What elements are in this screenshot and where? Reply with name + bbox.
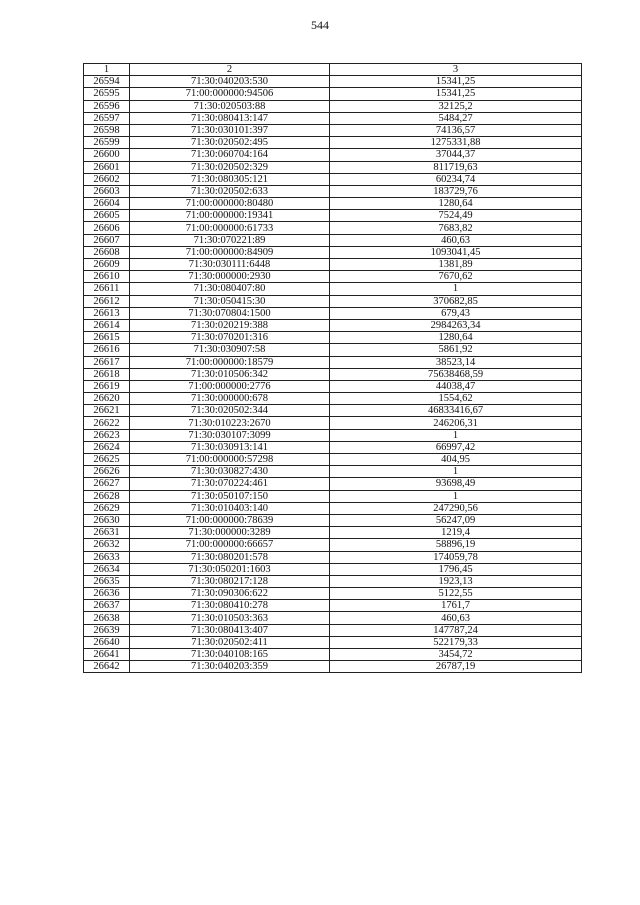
cadastral-number-cell: 71:30:080407:80 [130, 283, 330, 295]
row-number-cell: 26611 [84, 283, 130, 295]
cadastral-number-cell: 71:30:050415:30 [130, 295, 330, 307]
row-number-cell: 26608 [84, 246, 130, 258]
table-row [84, 636, 582, 648]
data-table [83, 63, 582, 673]
cadastral-number-cell: 71:30:010503:363 [130, 612, 330, 624]
value-cell: 46833416,67 [330, 405, 582, 417]
cadastral-number-cell: 71:00:000000:94506 [130, 88, 330, 100]
cadastral-number-cell: 71:00:000000:66657 [130, 539, 330, 551]
table-row [84, 198, 582, 210]
table-row [84, 124, 582, 136]
cadastral-number-cell: 71:30:030913:141 [130, 441, 330, 453]
cadastral-number-cell: 71:00:000000:19341 [130, 210, 330, 222]
row-number-cell: 26623 [84, 429, 130, 441]
cadastral-number-cell: 71:00:000000:57298 [130, 454, 330, 466]
row-number-cell: 26596 [84, 100, 130, 112]
table-row [84, 76, 582, 88]
table-row [84, 234, 582, 246]
value-cell: 74136,57 [330, 124, 582, 136]
cadastral-number-cell: 71:30:070221:89 [130, 234, 330, 246]
value-cell: 75638468,59 [330, 368, 582, 380]
row-number-cell: 26635 [84, 575, 130, 587]
value-cell: 1 [330, 429, 582, 441]
value-cell: 1093041,45 [330, 246, 582, 258]
row-number-cell: 26616 [84, 344, 130, 356]
cadastral-number-cell: 71:30:020502:411 [130, 636, 330, 648]
table-row [84, 393, 582, 405]
value-cell: 460,63 [330, 612, 582, 624]
row-number-cell: 26610 [84, 271, 130, 283]
table-row [84, 612, 582, 624]
row-number-cell: 26619 [84, 380, 130, 392]
table-row [84, 185, 582, 197]
table-row [84, 137, 582, 149]
page-number: 544 [311, 18, 329, 32]
table-row [84, 356, 582, 368]
row-number-cell: 26615 [84, 332, 130, 344]
value-cell: 2984263,34 [330, 319, 582, 331]
value-cell: 247290,56 [330, 502, 582, 514]
table-row [84, 539, 582, 551]
row-number-cell: 26595 [84, 88, 130, 100]
row-number-cell: 26630 [84, 514, 130, 526]
table-row [84, 624, 582, 636]
value-cell: 7524,49 [330, 210, 582, 222]
row-number-cell: 26624 [84, 441, 130, 453]
value-cell: 147787,24 [330, 624, 582, 636]
value-cell: 460,63 [330, 234, 582, 246]
row-number-cell: 26618 [84, 368, 130, 380]
value-cell: 1 [330, 283, 582, 295]
row-number-cell: 26607 [84, 234, 130, 246]
value-cell: 1381,89 [330, 259, 582, 271]
table-row [84, 417, 582, 429]
table-row [84, 100, 582, 112]
row-number-cell: 26636 [84, 588, 130, 600]
row-number-cell: 26598 [84, 124, 130, 136]
table-row [84, 222, 582, 234]
cadastral-number-cell: 71:30:000000:3289 [130, 527, 330, 539]
row-number-cell: 26633 [84, 551, 130, 563]
table-row [84, 161, 582, 173]
cadastral-number-cell: 71:00:000000:61733 [130, 222, 330, 234]
row-number-cell: 26605 [84, 210, 130, 222]
table-row [84, 588, 582, 600]
table-row [84, 478, 582, 490]
table-row [84, 575, 582, 587]
table-row [84, 490, 582, 502]
value-cell: 679,43 [330, 307, 582, 319]
table-row [84, 563, 582, 575]
cadastral-number-cell: 71:30:030827:430 [130, 466, 330, 478]
cadastral-number-cell: 71:30:010403:140 [130, 502, 330, 514]
row-number-cell: 26622 [84, 417, 130, 429]
table-row [84, 295, 582, 307]
row-number-cell: 26602 [84, 173, 130, 185]
row-number-cell: 26597 [84, 112, 130, 124]
value-cell: 1280,64 [330, 332, 582, 344]
cadastral-number-cell: 71:30:050107:150 [130, 490, 330, 502]
column-header-2: 2 [130, 64, 330, 76]
table-row [84, 319, 582, 331]
table-row [84, 380, 582, 392]
value-cell: 38523,14 [330, 356, 582, 368]
table-row [84, 454, 582, 466]
table-header-row [84, 64, 582, 76]
row-number-cell: 26621 [84, 405, 130, 417]
cadastral-number-cell: 71:30:070201:316 [130, 332, 330, 344]
row-number-cell: 26626 [84, 466, 130, 478]
cadastral-number-cell: 71:30:030107:3099 [130, 429, 330, 441]
table-row [84, 259, 582, 271]
row-number-cell: 26599 [84, 137, 130, 149]
cadastral-number-cell: 71:30:080413:147 [130, 112, 330, 124]
table-row [84, 246, 582, 258]
cadastral-number-cell: 71:30:010506:342 [130, 368, 330, 380]
row-number-cell: 26634 [84, 563, 130, 575]
value-cell: 1796,45 [330, 563, 582, 575]
value-cell: 26787,19 [330, 661, 582, 673]
table-row [84, 271, 582, 283]
cadastral-number-cell: 71:30:020502:495 [130, 137, 330, 149]
table-row [84, 173, 582, 185]
table-row [84, 441, 582, 453]
cadastral-number-cell: 71:30:040203:359 [130, 661, 330, 673]
row-number-cell: 26641 [84, 649, 130, 661]
table-row [84, 283, 582, 295]
table-row [84, 502, 582, 514]
value-cell: 7670,62 [330, 271, 582, 283]
cadastral-number-cell: 71:00:000000:84909 [130, 246, 330, 258]
value-cell: 7683,82 [330, 222, 582, 234]
row-number-cell: 26612 [84, 295, 130, 307]
value-cell: 15341,25 [330, 88, 582, 100]
table-row [84, 149, 582, 161]
cadastral-number-cell: 71:30:020219:388 [130, 319, 330, 331]
table-row [84, 429, 582, 441]
cadastral-number-cell: 71:30:000000:2930 [130, 271, 330, 283]
value-cell: 1761,7 [330, 600, 582, 612]
table-row [84, 600, 582, 612]
cadastral-number-cell: 71:30:080201:578 [130, 551, 330, 563]
cadastral-number-cell: 71:30:020503:88 [130, 100, 330, 112]
value-cell: 66997,42 [330, 441, 582, 453]
table-row [84, 112, 582, 124]
cadastral-number-cell: 71:30:030111:6448 [130, 259, 330, 271]
row-number-cell: 26606 [84, 222, 130, 234]
table-row [84, 466, 582, 478]
row-number-cell: 26627 [84, 478, 130, 490]
cadastral-number-cell: 71:30:030101:397 [130, 124, 330, 136]
value-cell: 5861,92 [330, 344, 582, 356]
column-header-1: 1 [84, 64, 130, 76]
row-number-cell: 26642 [84, 661, 130, 673]
cadastral-number-cell: 71:30:010223:2670 [130, 417, 330, 429]
table-row [84, 527, 582, 539]
cadastral-number-cell: 71:30:060704:164 [130, 149, 330, 161]
cadastral-number-cell: 71:30:020502:329 [130, 161, 330, 173]
table-row [84, 661, 582, 673]
value-cell: 183729,76 [330, 185, 582, 197]
row-number-cell: 26604 [84, 198, 130, 210]
table-row [84, 405, 582, 417]
cadastral-number-cell: 71:30:050201:1603 [130, 563, 330, 575]
value-cell: 1923,13 [330, 575, 582, 587]
row-number-cell: 26594 [84, 76, 130, 88]
value-cell: 1275331,88 [330, 137, 582, 149]
row-number-cell: 26617 [84, 356, 130, 368]
value-cell: 58896,19 [330, 539, 582, 551]
value-cell: 56247,09 [330, 514, 582, 526]
table-row [84, 88, 582, 100]
row-number-cell: 26601 [84, 161, 130, 173]
table-body [84, 76, 582, 673]
value-cell: 15341,25 [330, 76, 582, 88]
row-number-cell: 26620 [84, 393, 130, 405]
cadastral-number-cell: 71:30:040108:165 [130, 649, 330, 661]
row-number-cell: 26613 [84, 307, 130, 319]
value-cell: 246206,31 [330, 417, 582, 429]
value-cell: 5484,27 [330, 112, 582, 124]
cadastral-number-cell: 71:30:080413:407 [130, 624, 330, 636]
cadastral-number-cell: 71:30:080217:128 [130, 575, 330, 587]
row-number-cell: 26614 [84, 319, 130, 331]
row-number-cell: 26632 [84, 539, 130, 551]
row-number-cell: 26628 [84, 490, 130, 502]
table-row [84, 307, 582, 319]
value-cell: 37044,37 [330, 149, 582, 161]
value-cell: 522179,33 [330, 636, 582, 648]
value-cell: 174059,78 [330, 551, 582, 563]
row-number-cell: 26639 [84, 624, 130, 636]
value-cell: 44038,47 [330, 380, 582, 392]
value-cell: 93698,49 [330, 478, 582, 490]
cadastral-number-cell: 71:30:020502:633 [130, 185, 330, 197]
cadastral-number-cell: 71:30:070224:461 [130, 478, 330, 490]
cadastral-number-cell: 71:30:040203:530 [130, 76, 330, 88]
cadastral-number-cell: 71:00:000000:18579 [130, 356, 330, 368]
cadastral-number-cell: 71:30:030907:58 [130, 344, 330, 356]
value-cell: 1 [330, 490, 582, 502]
row-number-cell: 26637 [84, 600, 130, 612]
table-row [84, 368, 582, 380]
cadastral-number-cell: 71:30:080305:121 [130, 173, 330, 185]
cadastral-number-cell: 71:30:020502:344 [130, 405, 330, 417]
row-number-cell: 26638 [84, 612, 130, 624]
value-cell: 60234,74 [330, 173, 582, 185]
value-cell: 404,95 [330, 454, 582, 466]
table-row [84, 344, 582, 356]
value-cell: 811719,63 [330, 161, 582, 173]
value-cell: 1 [330, 466, 582, 478]
cadastral-number-cell: 71:30:080410:278 [130, 600, 330, 612]
cadastral-number-cell: 71:00:000000:78639 [130, 514, 330, 526]
row-number-cell: 26609 [84, 259, 130, 271]
value-cell: 1280,64 [330, 198, 582, 210]
value-cell: 1219,4 [330, 527, 582, 539]
cadastral-number-cell: 71:30:070804:1500 [130, 307, 330, 319]
value-cell: 5122,55 [330, 588, 582, 600]
value-cell: 1554,62 [330, 393, 582, 405]
cadastral-number-cell: 71:30:000000:678 [130, 393, 330, 405]
row-number-cell: 26629 [84, 502, 130, 514]
row-number-cell: 26600 [84, 149, 130, 161]
row-number-cell: 26625 [84, 454, 130, 466]
table-row [84, 649, 582, 661]
value-cell: 370682,85 [330, 295, 582, 307]
cadastral-number-cell: 71:30:090306:622 [130, 588, 330, 600]
value-cell: 3454,72 [330, 649, 582, 661]
table-row [84, 332, 582, 344]
cadastral-number-cell: 71:00:000000:80480 [130, 198, 330, 210]
table-row [84, 551, 582, 563]
row-number-cell: 26603 [84, 185, 130, 197]
cadastral-number-cell: 71:00:000000:2776 [130, 380, 330, 392]
column-header-3: 3 [330, 64, 582, 76]
table-row [84, 514, 582, 526]
row-number-cell: 26640 [84, 636, 130, 648]
value-cell: 32125,2 [330, 100, 582, 112]
row-number-cell: 26631 [84, 527, 130, 539]
table-row [84, 210, 582, 222]
